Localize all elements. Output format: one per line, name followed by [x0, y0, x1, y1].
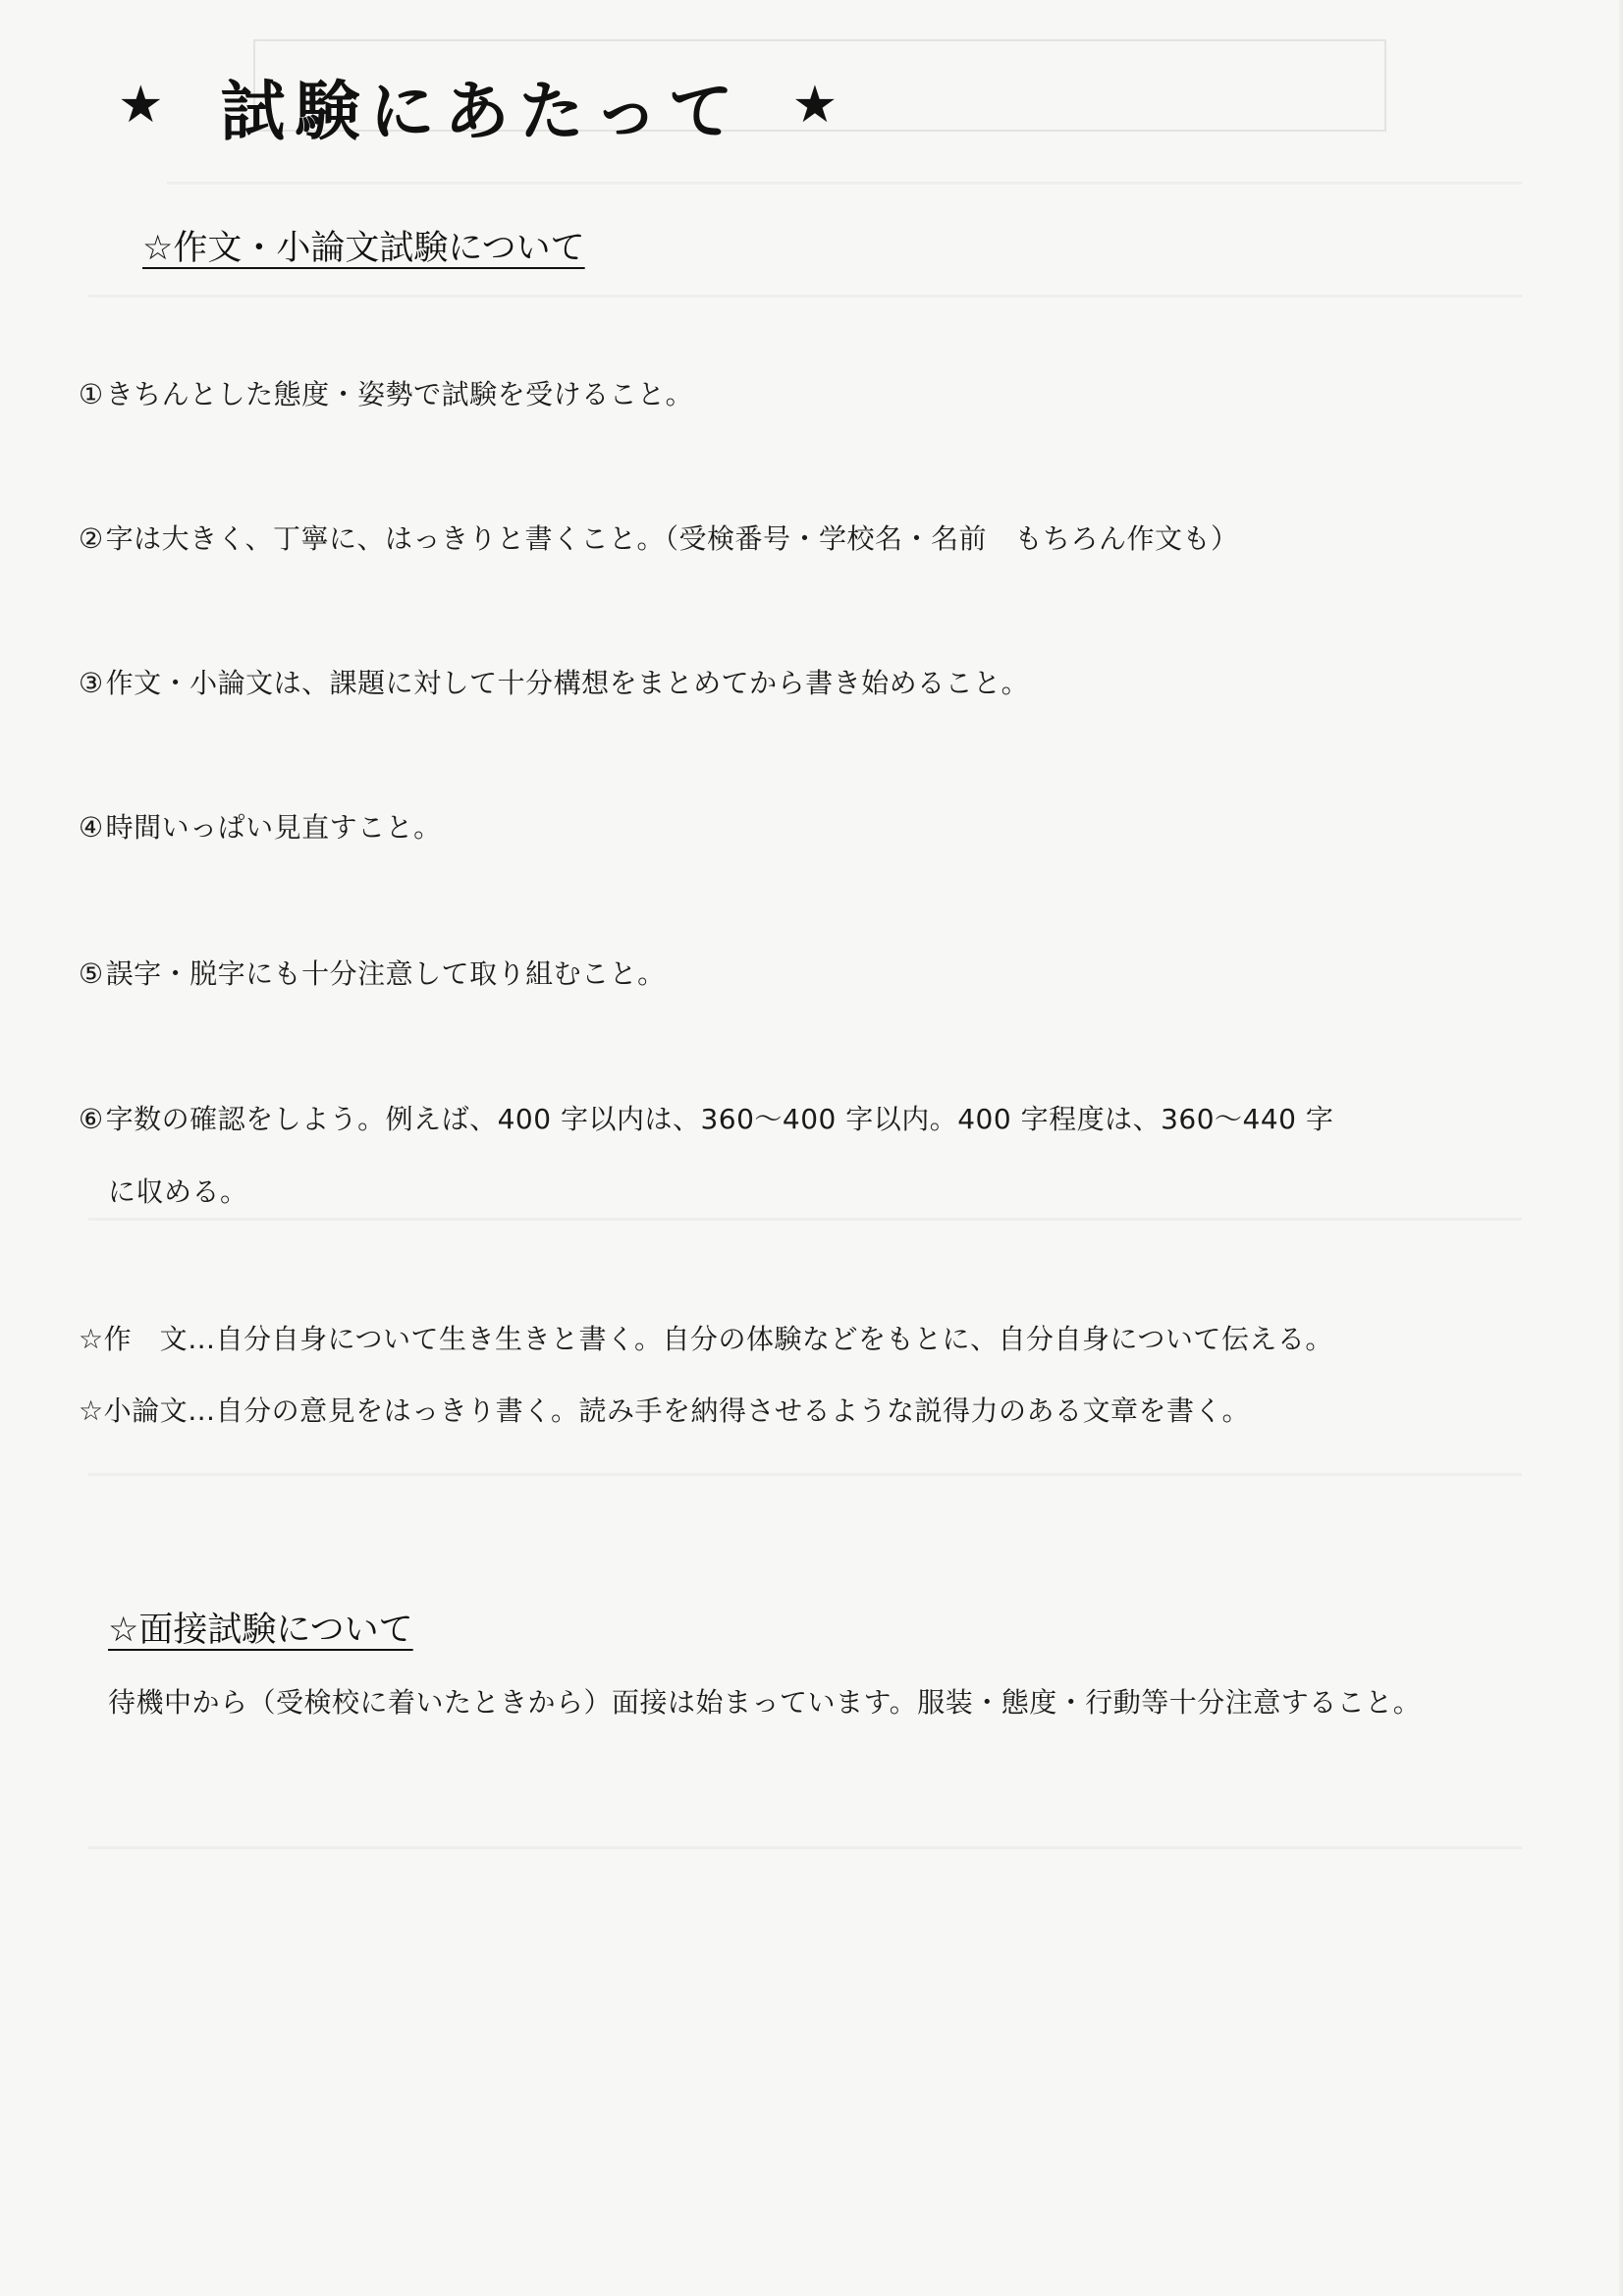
item-number: ④	[79, 811, 104, 844]
interview-text: 待機中から（受検校に着いたときから）面接は始まっています。服装・態度・行動等十分注意すること。	[108, 1686, 1422, 1719]
essay-note: ☆小論文…自分の意見をはっきり書く。読み手を納得させるような説得力のある文章を書く。	[79, 1394, 1250, 1427]
bleed-through-line	[88, 1473, 1522, 1476]
essay-item	[79, 953, 666, 992]
item-text: 時間いっぱい見直すこと。	[105, 811, 442, 844]
essay-section-heading: ☆作文・小論文試験について	[142, 229, 585, 268]
interview-section-heading: ☆面接試験について	[108, 1611, 413, 1650]
star-icon: ★	[118, 76, 164, 135]
item-number: ②	[79, 522, 104, 555]
bleed-through-line	[88, 295, 1522, 298]
item-text: 字数の確認をしよう。例えば、400 字以内は、360～400 字以内。400 字程度は、360～440 字	[105, 1103, 1334, 1135]
essay-item	[79, 518, 1239, 557]
essay-item-continuation: に収める。	[108, 1175, 248, 1208]
bleed-through-line	[88, 1218, 1522, 1221]
item-text: きちんとした態度・姿勢で試験を受けること。	[105, 378, 694, 410]
item-number: ③	[79, 667, 104, 699]
item-number: ⑥	[79, 1103, 104, 1135]
essay-item	[79, 662, 1029, 701]
item-number: ①	[79, 378, 104, 410]
essay-note: ☆作 文…自分自身について生き生きと書く。自分の体験などをもとに、自分自身について伝える。	[79, 1323, 1333, 1355]
bleed-through-line	[167, 182, 1522, 185]
bleed-through-line	[88, 1846, 1522, 1849]
star-icon: ★	[791, 76, 839, 135]
item-text: 誤字・脱字にも十分注意して取り組むこと。	[105, 957, 666, 990]
item-text: 字は大きく、丁寧に、はっきりと書くこと。（受検番号・学校名・名前 もちろん作文も）	[105, 522, 1239, 555]
scan-edge-shadow	[1617, 0, 1623, 2296]
item-number: ⑤	[79, 957, 104, 990]
essay-item	[79, 806, 442, 846]
page-title	[118, 61, 838, 149]
item-text: 作文・小論文は、課題に対して十分構想をまとめてから書き始めること。	[105, 667, 1030, 699]
essay-item	[79, 373, 693, 412]
essay-item	[79, 1098, 1333, 1137]
page-title-text: 試験にあたって	[220, 73, 743, 149]
